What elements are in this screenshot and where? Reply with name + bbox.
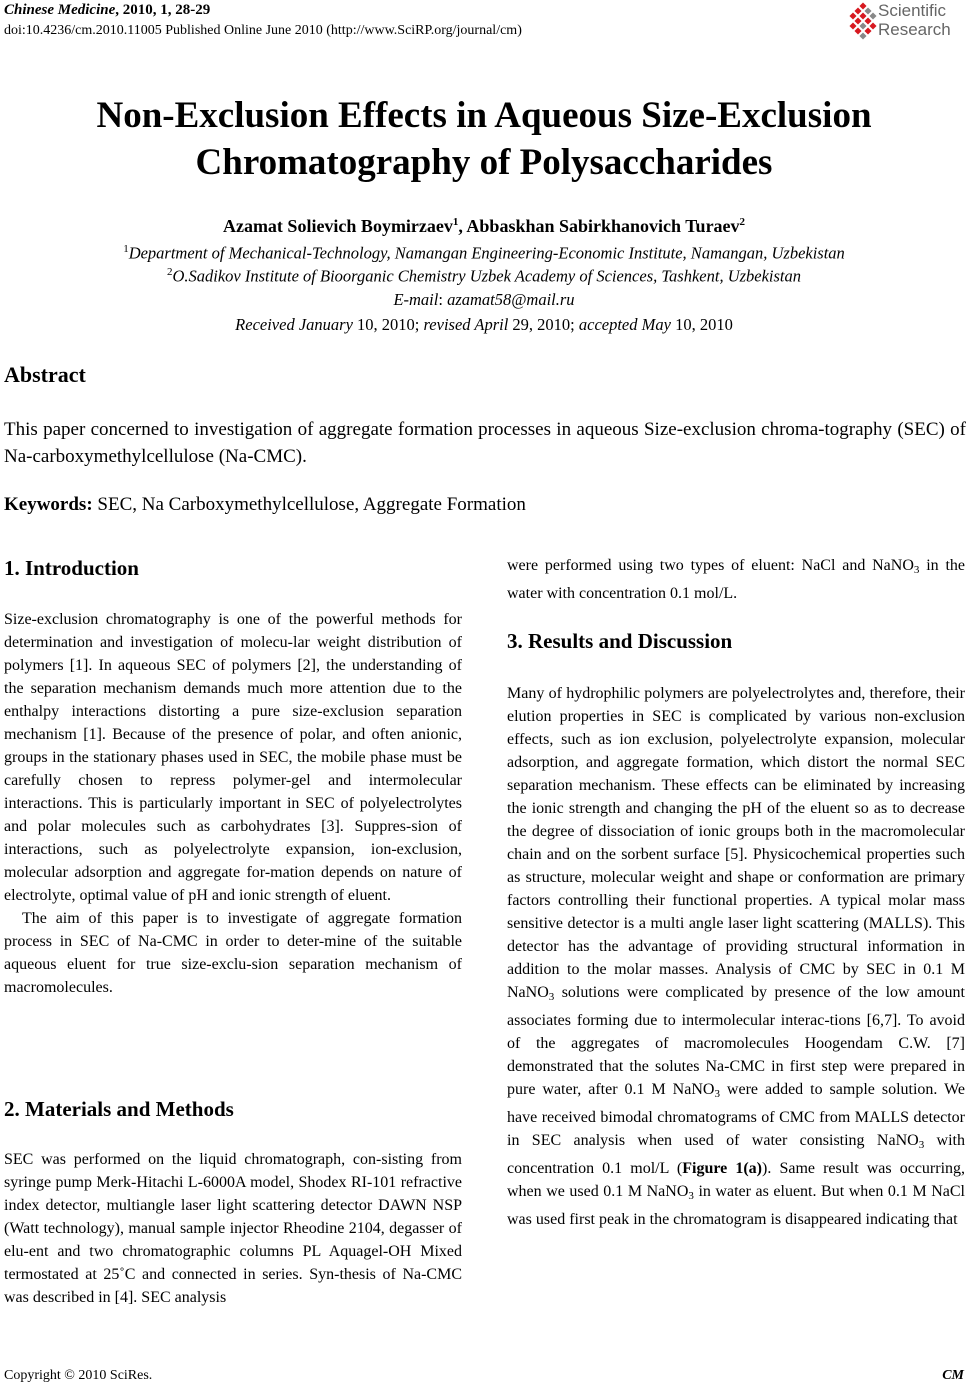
author-name: Azamat Solievich Boymirzaev <box>222 216 453 236</box>
affiliation-2 <box>0 266 968 287</box>
logo-dot <box>864 17 871 24</box>
logo-mark-icon <box>848 2 878 42</box>
email-separator: : <box>438 290 448 309</box>
logo-dot <box>854 27 861 34</box>
title-line-1: Non-Exclusion Effects in Aqueous Size-Exclusion <box>96 95 872 136</box>
affiliation-superscript: 2 <box>166 266 173 278</box>
text-run: ). Same result was occurring, when we used 0.1 M NaNO <box>507 1160 966 1200</box>
author-separator: , <box>458 216 467 236</box>
logo-dot <box>849 22 856 29</box>
author-list <box>0 216 968 237</box>
text-run: were added to sample solution. We have received bimodal chromatograms of CMC from MALLS detector in SEC analysis when used of water consisting NaNO <box>507 1081 965 1149</box>
author-name: Abbaskhan Sabirkhanovich Turaev <box>466 216 740 236</box>
logo-dot <box>854 17 861 24</box>
subscript: 3 <box>688 1190 694 1202</box>
journal-citation <box>4 2 210 19</box>
keywords-value: SEC, Na Carboxymethylcellulose, Aggregate Formation <box>92 494 526 515</box>
author-superscript: 1 <box>452 216 459 228</box>
affiliation-1 <box>0 243 968 264</box>
logo-dot <box>859 22 866 29</box>
methods-text <box>4 1148 462 1309</box>
author-superscript: 2 <box>739 216 746 228</box>
accepted-label: accepted May <box>578 315 671 334</box>
received-date: 10, 2010; <box>352 315 424 334</box>
logo-line-1: Scientific <box>878 1 947 20</box>
revised-date: 29, 2010; <box>508 315 579 334</box>
journal-abbreviation: CM <box>942 1368 964 1383</box>
abstract-body: This paper concerned to investigation of aggregate formation processes in aqueous Size-exclusion chroma-tography (SEC) of Na-carboxymethylcellulose (Na-CMC). <box>4 419 966 467</box>
doi-line[interactable]: doi:10.4236/cm.2010.11005 Published Online June 2010 (http://www.SciRP.org/journal/cm) <box>4 23 522 38</box>
email-label: E-mail <box>393 290 439 309</box>
email-line <box>0 290 968 310</box>
accepted-date: 10, 2010 <box>670 315 733 334</box>
logo-dot <box>869 22 876 29</box>
scientific-research-logo <box>848 0 968 44</box>
logo-dot <box>854 7 861 14</box>
text-run: solutions were complicated by presence of the low amount associates forming due to intermolecular interac-tions [6,7]. To avoid of the aggregates of macromolecules Hoogendam C.W. [7] demonstrated that the solutes Na-CMC in first step were prepared in pure water, after 0.1 M NaNO <box>507 984 965 1098</box>
keywords-label: Keywords: <box>4 494 93 515</box>
logo-dot <box>864 7 871 14</box>
keywords-line <box>4 494 526 516</box>
figure-reference-link[interactable]: Figure 1(a) <box>682 1160 763 1177</box>
section-heading-materials-methods: 2. Materials and Methods <box>4 1097 234 1121</box>
text-run: in the water with concentration 0.1 mol/L. <box>507 557 966 602</box>
dates-line <box>0 315 968 335</box>
affiliation-superscript: 1 <box>123 243 129 255</box>
logo-dot <box>864 27 871 34</box>
text-run: in water as eluent. But when 0.1 M NaCl was used first peak in the chromatogram is disappeared indicating that <box>507 1183 966 1228</box>
subscript: 3 <box>918 1139 925 1151</box>
methods-continued-text <box>507 554 965 605</box>
abstract-heading: Abstract <box>4 362 86 387</box>
email-link[interactable]: azamat58@mail.ru <box>447 290 575 309</box>
logo-dot <box>859 2 866 9</box>
paragraph: The aim of this paper is to investigate of aggregate formation process in SEC of Na-CMC in order to deter-mine of the suitable aqueous eluent for true size-exclu-sion separation mechanism of macromolecules. <box>4 910 462 996</box>
revised-label: revised April <box>423 315 509 334</box>
subscript: 3 <box>714 1088 720 1100</box>
logo-dot <box>849 12 856 19</box>
paragraph: SEC was performed on the liquid chromatograph, con-sisting from syringe pump Merk-Hitachi L-6000A model, Shodex RI-101 refractive index detector, multiangle laser light scattering detector DAWN NSP (Watt technology), manual sample injector Rheodine 2104, degasser of elu-ent and two chromatographic columns PL Aquagel-OH Mixed termostated at 25˚C and connected in series. Syn-thesis of Na-CMC was described in [4]. SEC analysis <box>4 1151 462 1306</box>
journal-name: Chinese Medicine <box>4 2 116 18</box>
logo-line-2: Research <box>878 20 951 39</box>
subscript: 3 <box>548 991 555 1003</box>
received-label: Received January <box>235 315 353 334</box>
intro-text <box>4 608 462 999</box>
logo-dot <box>859 32 866 39</box>
paragraph <box>507 554 965 605</box>
paragraph: Size-exclusion chromatography is one of the powerful methods for determination and investigation of molecu-lar weight distribution of polymers [1]. In aqueous SEC of polymers [2], the understanding of the separation mechanism demands much more attention due to the enthalpy interactions distorting a pure size-exclusion separation mechanism [1]. Because of the presence of polar, and often anionic, groups in the stationary phases used in SEC, the mobile phase must be carefully chosen to repress polymer-gel and intermolecular interactions. This is particularly important in SEC of polyelectrolytes and polar molecules such as carbohydrates [3]. Suppres-sion of interactions, such as polyelectrolyte expansion, ion-exclusion, molecular adsorption and aggregate for-mation depends on nature of electrolyte, optimal value of pH and ionic strength of eluent. <box>4 611 462 904</box>
affiliation-text: Department of Mechanical-Technology, Namangan Engineering-Economic Institute, Namangan, Uzbekistan <box>128 243 845 263</box>
logo-dot <box>869 12 876 19</box>
results-text <box>507 682 965 1231</box>
logo-dot <box>859 12 866 19</box>
section-heading-introduction: 1. Introduction <box>4 556 139 580</box>
paper-title <box>0 92 968 186</box>
text-run: were performed using two types of eluent: NaCl and NaNO <box>507 557 914 574</box>
copyright-footer: Copyright © 2010 SciRes. <box>4 1368 153 1383</box>
affiliation-text: O.Sadikov Institute of Bioorganic Chemistry Uzbek Academy of Sciences, Tashkent, Uzbekistan <box>172 266 802 286</box>
text-run: with concentration 0.1 mol/L ( <box>507 1132 965 1177</box>
journal-volume: , 2010, 1, 28-29 <box>115 2 211 18</box>
title-line-2: Chromatography of Polysaccharides <box>195 142 773 183</box>
paragraph <box>507 682 965 1231</box>
text-run: Many of hydrophilic polymers are polyelectrolytes and, therefore, their elution properties in SEC is complicated by various non-exclusion effects, such as ion exclusion, polyelectrolyte expansion, molecular adsorption, and aggregate formation, which distort the normal SEC separation mechanism. These effects can be eliminated by increasing the ionic strength and changing the pH of the eluent so as to decrease the degree of dissociation of ionic groups both in the macromolecular chain and on the sorbent surface [5]. Physicochemical properties such as structure, molecular weight and shape or conformation are primary factors controlling their functional properties. A typical molar mass sensitive detector is a multi angle laser light scattering (MALLS). This detector has the advantage of providing structural information in addition to the molar masses. Analysis of CMC by SEC in 0.1 M NaNO <box>507 685 965 1001</box>
section-heading-results-discussion: 3. Results and Discussion <box>507 629 733 653</box>
subscript: 3 <box>913 564 920 576</box>
